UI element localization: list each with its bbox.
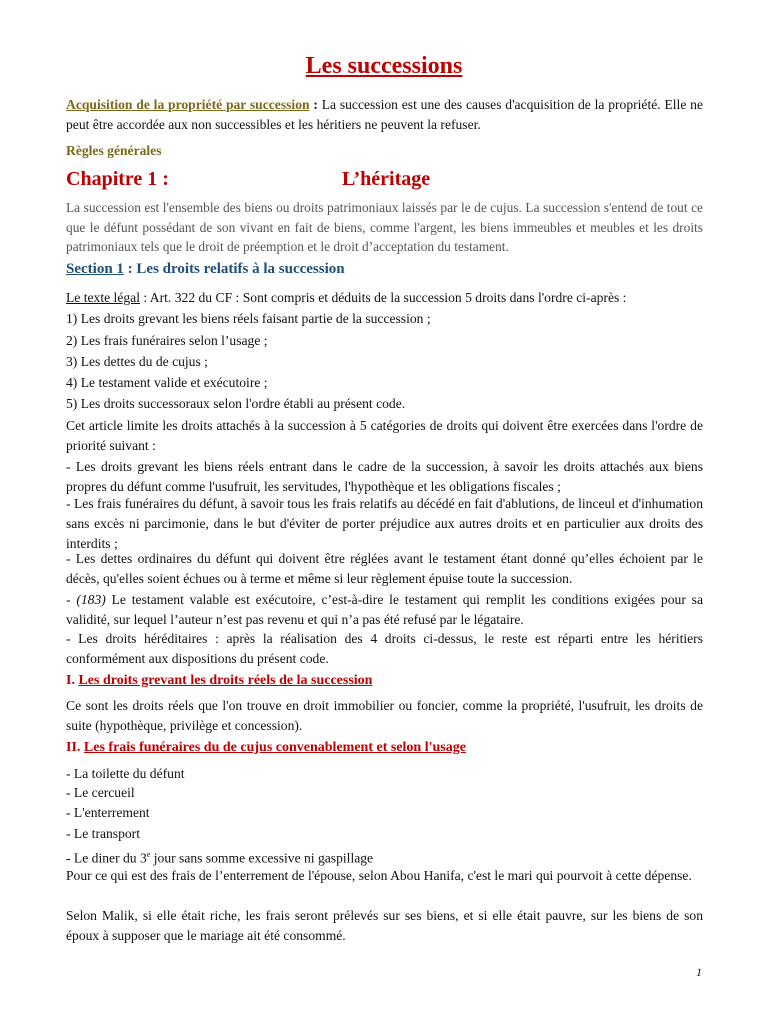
malik-paragraph: Selon Malik, si elle était riche, les frais seront prélevés sur ses biens, et si elle était pauvre, sur les biens de son époux à supposer que le mariage ait été consommé. (66, 908, 703, 943)
chapter-label: Chapitre 1 : (66, 168, 169, 190)
list-item-3: 3) Les dettes du de cujus ; (66, 354, 208, 369)
droits-reels-paragraph: Ce sont les droits réels que l'on trouve en droit immobilier ou foncier, comme la propriété, l'usufruit, les droits de suite (hypothèque, privilège et concession). (66, 698, 703, 733)
legal-label: Le texte légal (66, 290, 140, 305)
testament-ref: (183) (76, 592, 106, 607)
heading-i-text: Les droits grevant les droits réels de la succession (78, 673, 373, 688)
chapter-paragraph: La succession est l'ensemble des biens ou droits patrimoniaux laissés par le de cujus. La succession s'entend de tout ce que le défunt possédant de son vivant en fait de biens, comme l'argent, les biens immeubles et meubles et les droits patrimoniaux tels que le droit de préemption et le droit d’acceptation du testament. (66, 200, 703, 254)
section-heading (66, 261, 345, 278)
section-label: Section 1 (66, 261, 124, 277)
droits-paragraph: - Les droits grevant les biens réels entrant dans le cadre de la succession, à savoir les droits attachés aux biens propres du défunt comme l'usufruit, les servitudes, l'hypothèque et les obligations fiscales ; (66, 459, 703, 494)
heading-i (66, 673, 372, 689)
list-item-1: 1) Les droits grevant les biens réels faisant partie de la succession ; (66, 311, 431, 326)
intro-text: La succession est une des causes d'acquisition de la propriété. Elle ne peut être accordée aux non successibles et les héritiers ne peuvent la refuser. (66, 97, 703, 132)
dettes-paragraph: - Les dettes ordinaires du défunt qui doivent être réglées avant le testament étant donné qu’elles échoient par le décès, qu'elles soient échues ou à terme et même si leur règlement épuise toute la succession. (66, 551, 703, 586)
page-number: 1 (696, 965, 702, 979)
chapter-name: L’héritage (342, 168, 431, 190)
heading-ii (66, 740, 466, 756)
page-title: Les successions (305, 53, 463, 79)
frais-item-2: - Le cercueil (66, 785, 135, 800)
frais-paragraph: - Les frais funéraires du défunt, à savoir tous les frais relatifs au décédé en fait d'ablutions, de linceul et d'inhumation sans excès ni parcimonie, dans le but d'éviter de porter préjudice aux autres droits et en particulier aux droits des interdits ; (66, 496, 703, 551)
testament-text: Le testament valable est exécutoire, c’est-à-dire le testament qui remplit les conditions exigées pour sa validité, sur lequel l’auteur n’est pas revenu et qui n’a pas été refusé par le légataire. (66, 592, 703, 627)
list-item-2: 2) Les frais funéraires selon l’usage ; (66, 333, 268, 348)
general-rules-heading: Règles générales (66, 143, 162, 158)
testament-paragraph (66, 590, 703, 630)
article-paragraph: Cet article limite les droits attachés à la succession à 5 catégories de droits qui doivent être exercées dans l'ordre de priorité suivant : (66, 418, 703, 453)
list-item-5: 5) Les droits successoraux selon l'ordre établi au présent code. (66, 396, 406, 411)
testament-prefix: - (66, 592, 77, 607)
heading-ii-number: II. (66, 740, 84, 755)
diner-sup: e (146, 850, 151, 859)
intro-label: Acquisition de la propriété par succession (66, 97, 310, 112)
frais-item-4: - Le transport (66, 826, 140, 841)
frais-item-5 (66, 845, 373, 869)
diner-before: - Le diner du 3 (66, 850, 147, 866)
diner-after: jour sans somme excessive ni gaspillage (150, 850, 374, 866)
intro-colon: : (309, 97, 322, 112)
list-item-4: 4) Le testament valide et exécutoire ; (66, 375, 268, 390)
legal-text: : Art. 322 du CF : Sont compris et déduits de la succession 5 droits dans l'ordre ci-après : (139, 290, 627, 305)
frais-item-3: - L'enterrement (66, 805, 150, 820)
heading-ii-text: Les frais funéraires du de cujus convenablement et selon l'usage (83, 740, 466, 755)
epouse-paragraph: Pour ce qui est des frais de l’enterrement de l'épouse, selon Abou Hanifa, c'est le mari qui pourvoit à cette dépense. (66, 868, 692, 883)
section-title: : Les droits relatifs à la succession (123, 261, 345, 277)
hereditaires-paragraph: - Les droits héréditaires : après la réalisation des 4 droits ci-dessus, le reste est réparti entre les héritiers conformément aux dispositions du présent code. (66, 631, 703, 666)
legal-text-line (66, 288, 626, 308)
frais-item-1: - La toilette du défunt (66, 766, 185, 781)
heading-i-number: I. (66, 673, 79, 688)
intro-paragraph (66, 95, 703, 135)
